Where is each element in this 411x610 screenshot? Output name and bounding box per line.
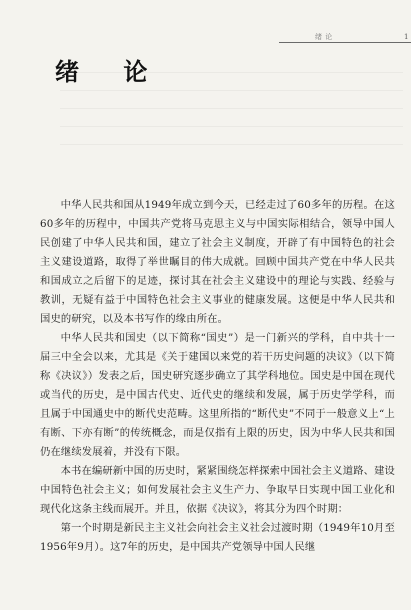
bleed-through-line	[60, 90, 403, 91]
bleed-through-line	[60, 144, 403, 145]
paragraph: 第一个时期是新民主主义社会向社会主义社会过渡时期（1949年10月至1956年9月）。这7年的历史，是中国共产党领导中国人民继	[40, 522, 395, 553]
bleed-through-line	[60, 108, 403, 109]
body-text	[40, 196, 395, 557]
page-number: 1	[404, 33, 409, 41]
paragraph: 中华人民共和国从1949年成立到今天，已经走过了60多年的历程。在这60多年的历程中，中国共产党将马克思主义与中国实际相结合，领导中国人民创建了中华人民共和国，建立了社会主义制度，开辟了有中国特色的社会主义建设道路，取得了举世瞩目的伟大成就。回顾中国共产党在中华人民共和国成立之后留下的足迹，探讨其在社会主义建设中的理论与实践、经验与教训，无疑有益于中国特色社会主义事业的健康发展。这便是中华人民共和国史的研究，以及本书写作的缘由所在。	[40, 199, 395, 325]
running-header	[279, 33, 411, 43]
chapter-title: 绪 论	[55, 58, 166, 86]
running-header-title: 绪 论	[315, 33, 333, 41]
paragraph: 本书在编研新中国的历史时，紧紧围绕怎样探索中国社会主义道路、建设中国特色社会主义；如何发展社会主义生产力、争取早日实现中国工业化和现代化这条主线而展开。并且，依据《决议》，将其分为四个时期：	[40, 465, 395, 515]
paragraph: 中华人民共和国史（以下简称“国史”）是一门新兴的学科，自中共十一届三中全会以来，尤其是《关于建国以来党的若干历史问题的决议》（以下简称《决议》）发表之后，国史研究逐步确立了其学科地位。国史是中国在现代或当代的历史，是中国古代史、近代史的继续和发展，属于历史学学科，而且属于中国通史中的断代史范畴。这里所指的“断代史”不同于一般意义上“上有断、下亦有断”的传统概念，而是仅指有上限的历史，因为中华人民共和国仍在继续发展着，并没有下限。	[40, 332, 395, 458]
bleed-through-line	[60, 126, 403, 127]
